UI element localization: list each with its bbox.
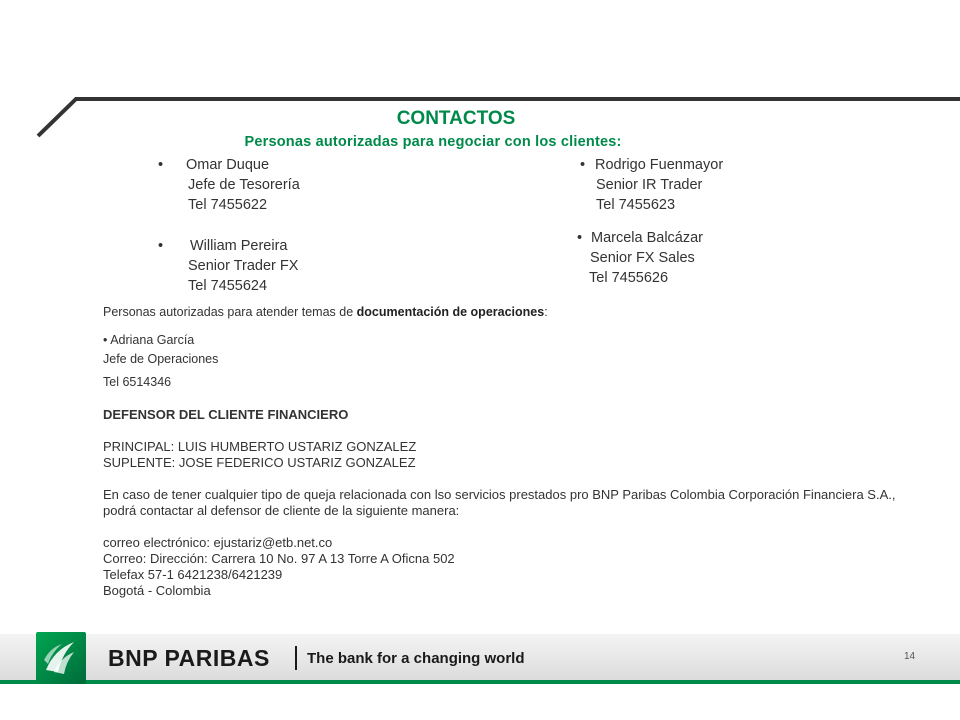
bullet-icon: • (158, 238, 164, 254)
contact-card (158, 155, 300, 215)
contact-tel: Tel 7455623 (596, 197, 676, 213)
page-title: CONTACTOS (396, 108, 516, 129)
brand-separator (295, 646, 297, 670)
contact-card (580, 155, 723, 215)
contact-name: Marcela Balcázar (591, 230, 704, 246)
defensor-principal: PRINCIPAL: LUIS HUMBERTO USTARIZ GONZALEZ (103, 439, 417, 454)
contact-card (158, 236, 298, 296)
bullet-icon: • (103, 333, 108, 347)
docs-contact-name: • Adriana García (103, 333, 195, 347)
contact-name: Omar Duque (186, 157, 270, 173)
page-number: 14 (904, 651, 916, 662)
contact-card (577, 228, 703, 288)
contact-name: Rodrigo Fuenmayor (595, 157, 724, 173)
contact-tel: Tel 7455622 (188, 197, 268, 213)
defensor-suplente: SUPLENTE: JOSE FEDERICO USTARIZ GONZALEZ (103, 455, 416, 470)
bullet-icon: • (577, 230, 583, 246)
docs-contact-role: Jefe de Operaciones (103, 352, 219, 366)
bullet-icon: • (580, 157, 586, 173)
bnp-logo-icon (36, 632, 86, 684)
defensor-section (103, 407, 903, 599)
docs-intro: Personas autorizadas para atender temas de documentación de operaciones: (103, 305, 548, 319)
docs-intro-bold: documentación de operaciones (356, 305, 545, 319)
contact-tel: Tel 7455626 (589, 270, 669, 286)
contact-name: William Pereira (190, 238, 288, 254)
brand-name: BNP PARIBAS (108, 645, 270, 671)
brand-tagline: The bank for a changing world (307, 650, 525, 667)
defensor-paragraph: En caso de tener cualquier tipo de queja relacionada con lso servicios prestados pro BNP Paribas Colombia Corporación Financiera S.A., podrá contactar al defensor de cliente de la siguiente manera: (103, 487, 896, 518)
footer-green-strip (0, 680, 960, 684)
contact-role: Senior FX Sales (590, 250, 695, 266)
defensor-email[interactable]: correo electrónico: ejustariz@etb.net.co (103, 535, 333, 550)
defensor-address: Correo: Dirección: Carrera 10 No. 97 A 13 Torre A Oficna 502 (103, 551, 455, 566)
defensor-city: Bogotá - Colombia (103, 583, 211, 598)
contact-role: Senior IR Trader (596, 177, 703, 193)
contact-role: Jefe de Tesorería (188, 177, 300, 193)
defensor-telefax: Telefax 57-1 6421238/6421239 (103, 567, 283, 582)
defensor-heading: DEFENSOR DEL CLIENTE FINANCIERO (103, 407, 349, 422)
docs-contact-tel: Tel 6514346 (103, 375, 172, 389)
bullet-icon: • (158, 157, 164, 173)
contact-role: Senior Trader FX (188, 258, 299, 274)
page-subtitle: Personas autorizadas para negociar con los clientes: (244, 134, 622, 150)
contact-tel: Tel 7455624 (188, 278, 268, 294)
